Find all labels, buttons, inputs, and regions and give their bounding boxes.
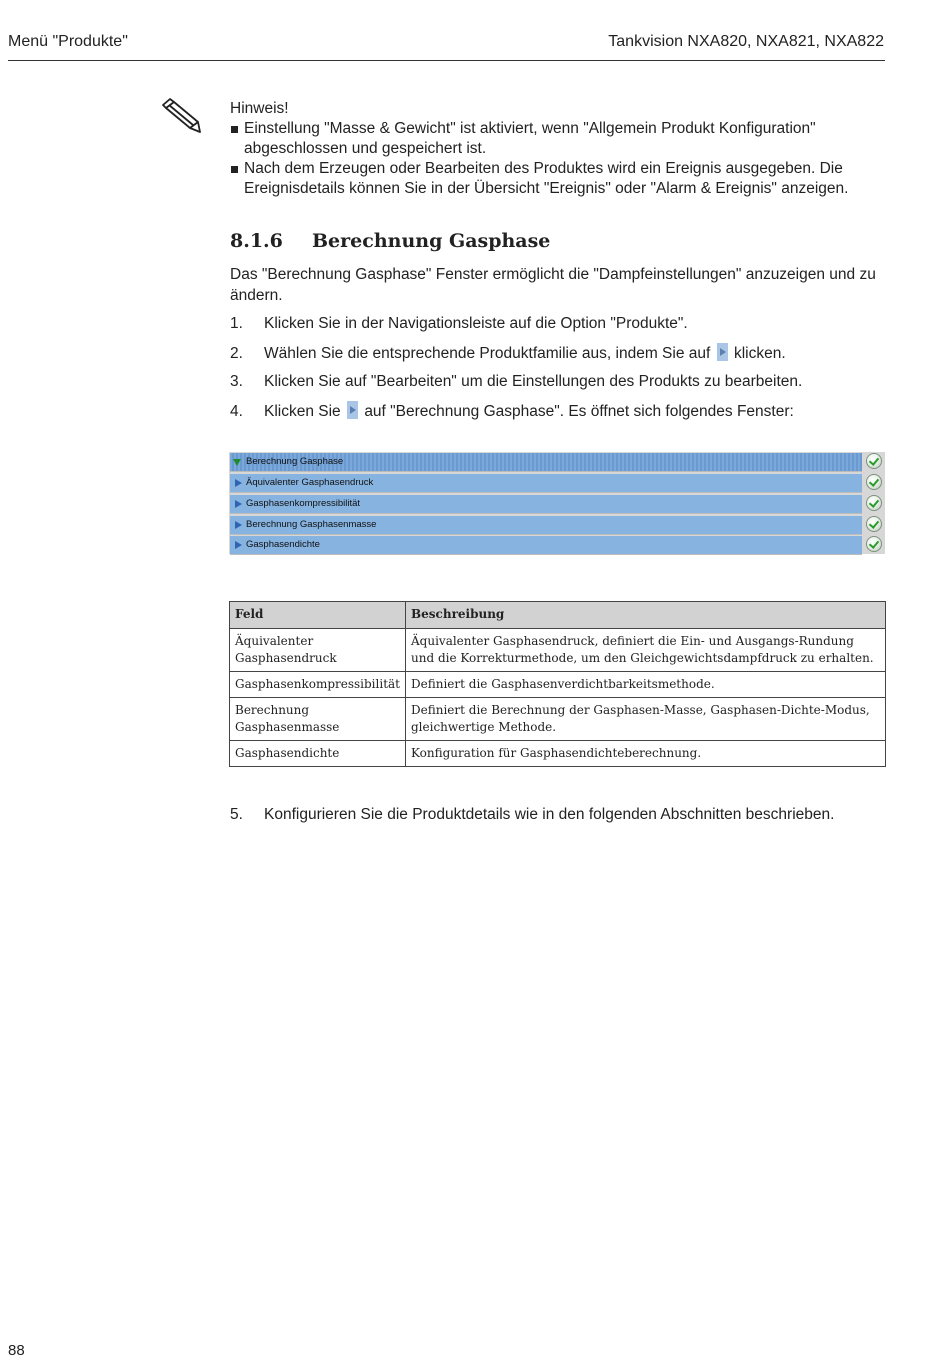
table-row bbox=[230, 698, 886, 741]
header-rule bbox=[8, 60, 885, 61]
step-5: 5. Konfigurieren Sie die Produktdetails wie in den folgenden Abschnitten beschrieben. bbox=[230, 806, 835, 823]
note-title: Hinweis! bbox=[230, 100, 289, 117]
panel-row-gasphasenkompressibilitaet[interactable]: Gasphasenkompressibilität bbox=[230, 495, 862, 514]
check-icon bbox=[866, 495, 882, 511]
table-header-feld: Feld bbox=[230, 602, 406, 629]
note-bullet: Nach dem Erzeugen oder Bearbeiten des Produktes wird ein Ereignis ausgegeben. Die Ereignisdetails können Sie in der Übersicht "Ereignis" oder "Alarm & Ereignis" anzeigen. bbox=[230, 159, 870, 199]
header-right: Tankvision NXA820, NXA821, NXA822 bbox=[608, 33, 884, 50]
section-heading bbox=[230, 230, 550, 252]
check-icon bbox=[866, 536, 882, 552]
table-cell-description: Definiert die Gasphasenverdichtbarkeitsmethode. bbox=[406, 672, 886, 698]
table-header-beschreibung: Beschreibung bbox=[406, 602, 886, 629]
table-cell-description: Definiert die Berechnung der Gasphasen-Masse, Gasphasen-Dichte-Modus, gleichwertige Methode. bbox=[406, 698, 886, 741]
check-icon bbox=[866, 474, 882, 490]
table-row bbox=[230, 629, 886, 672]
expand-triangle-icon bbox=[235, 541, 242, 549]
check-icon bbox=[866, 516, 882, 532]
panel-row-berechnung-gasphase[interactable]: Berechnung Gasphase bbox=[230, 453, 862, 472]
expand-triangle-icon bbox=[347, 401, 358, 419]
panel-row-gasphasendichte[interactable]: Gasphasendichte bbox=[230, 536, 862, 555]
table-row bbox=[230, 672, 886, 698]
field-description-table bbox=[229, 601, 886, 767]
expand-triangle-icon bbox=[717, 343, 728, 361]
check-icon bbox=[866, 453, 882, 469]
expand-triangle-icon bbox=[235, 479, 242, 487]
table-cell-field: Gasphasenkompressibilität bbox=[230, 672, 406, 698]
table-cell-field: Berechnung Gasphasenmasse bbox=[230, 698, 406, 741]
table-cell-description: Äquivalenter Gasphasendruck, definiert die Ein- und Ausgangs-Rundung und die Korrekturmethode, um den Gleichgewichtsdampfdruck zu erhalten. bbox=[406, 629, 886, 672]
section-intro: Das "Berechnung Gasphase" Fenster ermöglicht die "Dampfeinstellungen" anzuzeigen und zu ändern. bbox=[230, 266, 876, 304]
expand-triangle-icon bbox=[235, 521, 242, 529]
step-3: 3. Klicken Sie auf "Bearbeiten" um die Einstellungen des Produkts zu bearbeiten. bbox=[230, 373, 803, 390]
collapse-triangle-icon bbox=[233, 459, 241, 466]
table-header-row bbox=[230, 602, 886, 629]
table-cell-field: Äquivalenter Gasphasendruck bbox=[230, 629, 406, 672]
table-cell-description: Konfiguration für Gasphasendichteberechnung. bbox=[406, 741, 886, 767]
header-left: Menü "Produkte" bbox=[8, 33, 128, 50]
step-1: 1. Klicken Sie in der Navigationsleiste auf die Option "Produkte". bbox=[230, 315, 688, 332]
page-number: 88 bbox=[8, 1342, 25, 1359]
table-cell-field: Gasphasendichte bbox=[230, 741, 406, 767]
note-block bbox=[230, 99, 870, 199]
pencil-note-icon bbox=[160, 96, 204, 136]
step-4: 4. Klicken Sie auf "Berechnung Gasphase". Es öffnet sich folgendes Fenster: bbox=[230, 403, 794, 420]
note-bullet: Einstellung "Masse & Gewicht" ist aktiviert, wenn "Allgemein Produkt Konfiguration" abgeschlossen und gespeichert ist. bbox=[230, 119, 870, 159]
section-title: Berechnung Gasphase bbox=[312, 230, 551, 252]
panel-row-aequivalenter-gasphasendruck[interactable]: Äquivalenter Gasphasendruck bbox=[230, 474, 862, 493]
table-row bbox=[230, 741, 886, 767]
expand-triangle-icon bbox=[235, 500, 242, 508]
panel-row-berechnung-gasphasenmasse[interactable]: Berechnung Gasphasenmasse bbox=[230, 516, 862, 535]
step-2: 2. Wählen Sie die entsprechende Produktfamilie aus, indem Sie auf klicken. bbox=[230, 345, 786, 362]
gas-phase-panel-screenshot bbox=[229, 452, 885, 554]
section-number: 8.1.6 bbox=[230, 230, 283, 252]
